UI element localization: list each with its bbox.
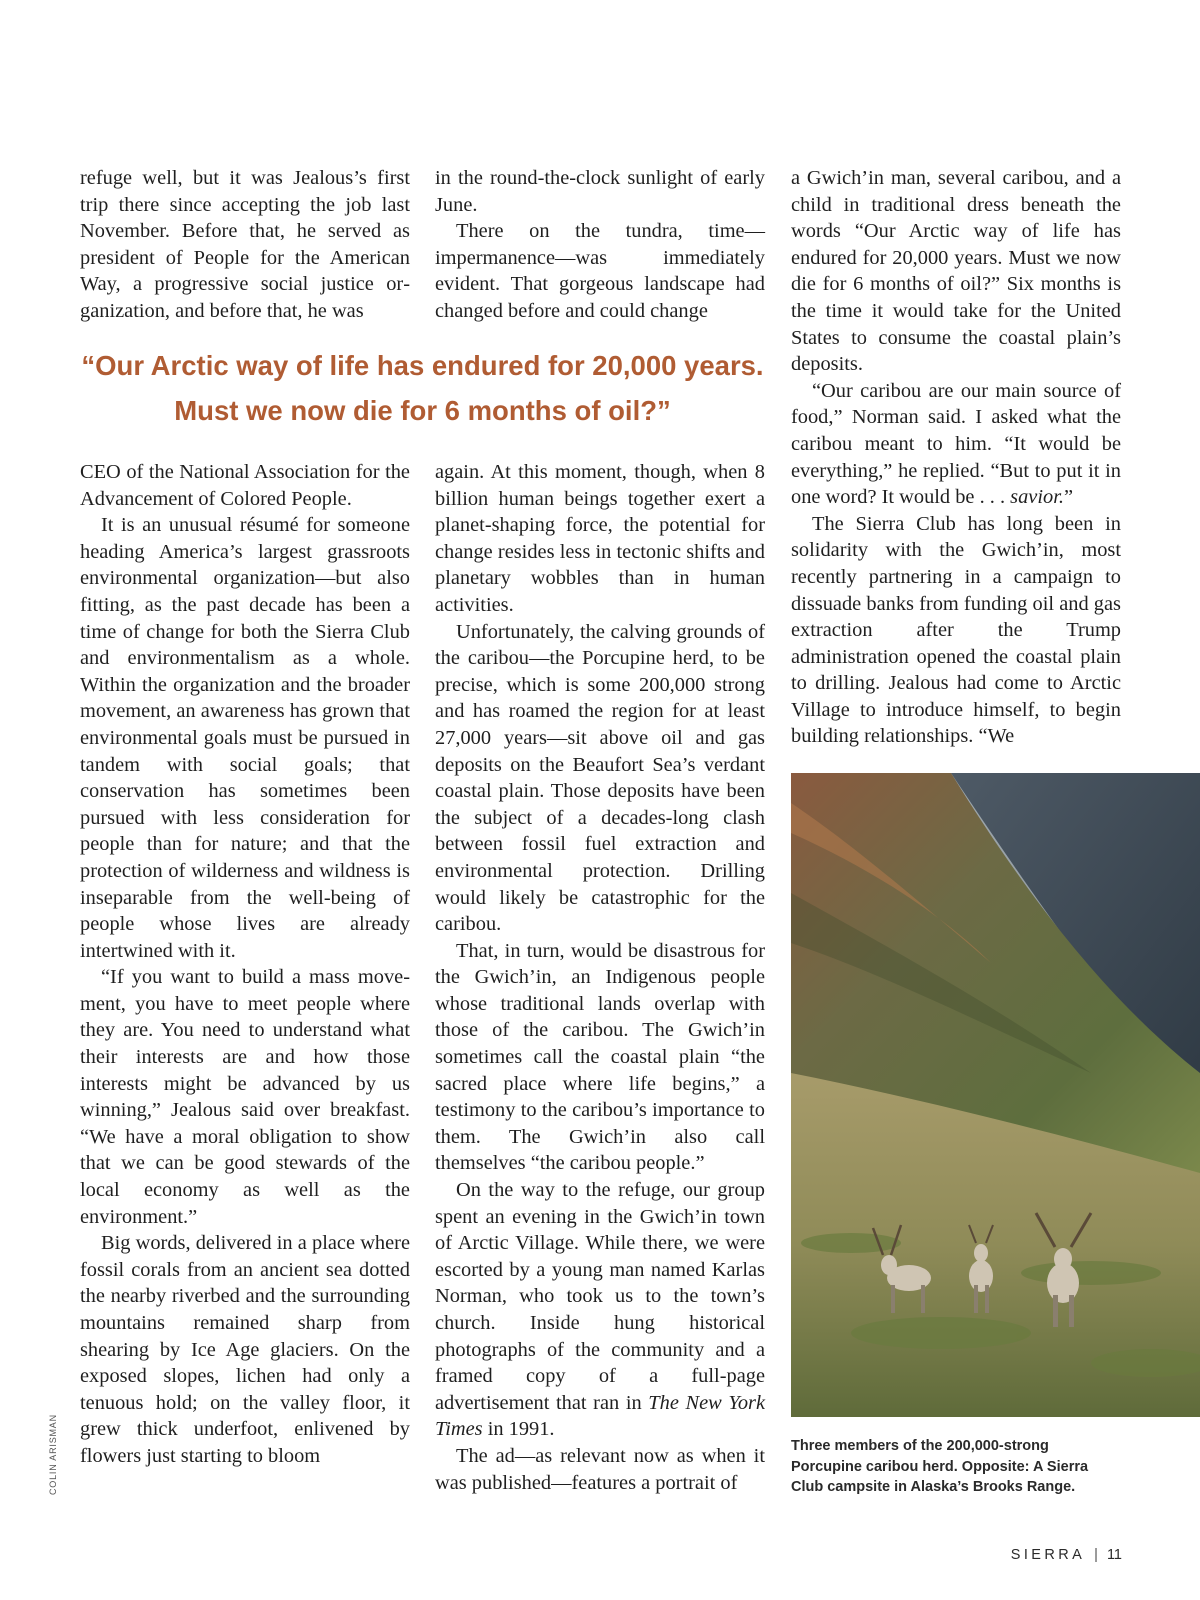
folio-separator: | xyxy=(1094,1547,1098,1563)
paragraph-text: It is an unusual résumé for someone heading America’s largest grassroots environmental organization—but also fitting, as the past decade has been a time of change for both the Sierra Club and environmentalism as a whole. Within the organization and the broader movement, an awareness has grown that environmental goals must be pursued in tandem with social goals; that conservation has sometimes been pursued with less consideration for people than for nature; and that the protection of wilderness and wildness is inseparable from the well-being of people whose lives are already intertwined with it. xyxy=(80,514,410,962)
paragraph xyxy=(791,511,1121,750)
paragraph-text: again. At this moment, though, when 8 billion human beings together exert a planet-shaping force, the potential for change resides less in tectonic shifts and planetary wobbles than in human activities. xyxy=(435,461,765,616)
paragraph xyxy=(435,218,765,324)
paragraph-text-continued: in 1991. xyxy=(482,1418,555,1441)
article-column-1-top xyxy=(80,165,410,325)
page-number: 11 xyxy=(1106,1547,1122,1563)
paragraph-text: CEO of the National Association for the Advancement of Colored People. xyxy=(80,461,410,510)
paragraph xyxy=(435,619,765,938)
paragraph-text: “If you want to build a mass movement, you have to meet people where they are. You need to understand what their interests are and how those interests might be advanced by us winning,” Jealous said over breakfast. “We have a moral obligation to show that we can be good stewards of the local economy as well as the environment.” xyxy=(80,966,410,1228)
photo-credit: COLIN ARISMAN xyxy=(48,1414,58,1495)
paragraph xyxy=(80,165,410,325)
magazine-name: SIERRA xyxy=(1010,1547,1086,1563)
paragraph xyxy=(80,512,410,964)
italic-text: savior. xyxy=(1010,486,1064,509)
paragraph-text: There on the tundra, time—impermanence—was immediately evident. That gorgeous landscape had changed before and could change xyxy=(435,220,765,322)
paragraph-text: The Sierra Club has long been in solidarity with the Gwich’in, most recently partnering in a campaign to dissuade banks from funding oil and gas extraction after the Trump administration opened the coastal plain to drilling. Jealous had come to Arctic Village to introduce himself, to begin building relationships. “We xyxy=(791,512,1121,748)
paragraph xyxy=(435,938,765,1177)
paragraph-text: Big words, delivered in a place where fossil corals from an ancient sea dotted the nearby riverbed and the surrounding mountains remained sharp from shearing by Ice Age glaciers. On the exposed slopes, lichen had only a tenuous hold; on the valley floor, it grew thick underfoot, enlivened by flowers just starting to bloom xyxy=(80,1232,410,1467)
article-column-2-bottom xyxy=(435,459,765,1496)
page-folio xyxy=(1011,1547,1122,1563)
paragraph-text: On the way to the refuge, our group spent an evening in the Gwich’in town of Arctic Village. While there, we were escorted by a young man named Karlas Norman, who took us to the town’s church. Inside hung historical photographs of the community and a framed copy of a full-page advertisement that ran in xyxy=(435,1179,765,1414)
paragraph-text: refuge well, but it was Jealous’s first trip there since accepting the job last November. Before that, he served as president of People for the American Way, a progressive social justice organization, and before that, he was xyxy=(80,167,410,322)
paragraph-text: “Our caribou are our main source of food,” Norman said. I asked what the caribou meant to him. “It would be everything,” he replied. “But to put it in one word? It would be . . . xyxy=(791,379,1121,509)
photo-caption: Three members of the 200,000-strong Porcupine caribou herd. Opposite: A Sierra Club campsite in Alaska’s Brooks Range. xyxy=(791,1438,1089,1495)
paragraph-text-continued: ” xyxy=(1063,486,1074,509)
article-column-2-top xyxy=(435,165,765,325)
article-column-3 xyxy=(791,165,1121,750)
italic-text: The New York Times xyxy=(435,1391,766,1441)
paragraph xyxy=(80,964,410,1230)
paragraph xyxy=(80,1230,410,1469)
paragraph xyxy=(435,165,765,218)
paragraph-text: Unfortunately, the calving grounds of the caribou—the Porcupine herd, to be precise, which is some 200,000 strong and has roamed the region for at least 27,000 years—sit above oil and gas deposits on the Beaufort Sea’s verdant coastal plain. Those deposits have been the subject of a decades-long clash between fossil fuel extraction and environmental protection. Drilling would likely be catastrophic for the caribou. xyxy=(435,620,765,936)
paragraph xyxy=(435,1177,765,1443)
paragraph xyxy=(435,1443,765,1496)
article-column-1-bottom xyxy=(80,459,410,1470)
caribou-photo xyxy=(791,773,1200,1417)
paragraph-text: That, in turn, would be disastrous for the Gwich’in, an Indigenous people whose traditional lands overlap with those of the caribou. The Gwich’in sometimes call the coastal plain “the sacred place where life begins,” a testimony to the caribou’s importance to them. The Gwich’in also call themselves “the caribou people.” xyxy=(435,939,765,1175)
paragraph-text: The ad—as relevant now as when it was published—features a portrait of xyxy=(435,1444,765,1494)
paragraph xyxy=(791,378,1121,511)
pull-quote: “Our Arctic way of life has endured for 20,000 years. Must we now die for 6 months of oil?” xyxy=(81,350,764,426)
paragraph-text: in the round-the-clock sunlight of early June. xyxy=(435,167,765,216)
paragraph xyxy=(435,459,765,619)
paragraph xyxy=(791,165,1121,378)
paragraph-text: a Gwich’in man, several caribou, and a child in traditional dress beneath the words “Our Arctic way of life has endured for 20,000 years. Must we now die for 6 months of oil?” Six months is the time it would take for the United States to consume the coastal plain’s deposits. xyxy=(791,167,1121,376)
paragraph xyxy=(80,459,410,512)
